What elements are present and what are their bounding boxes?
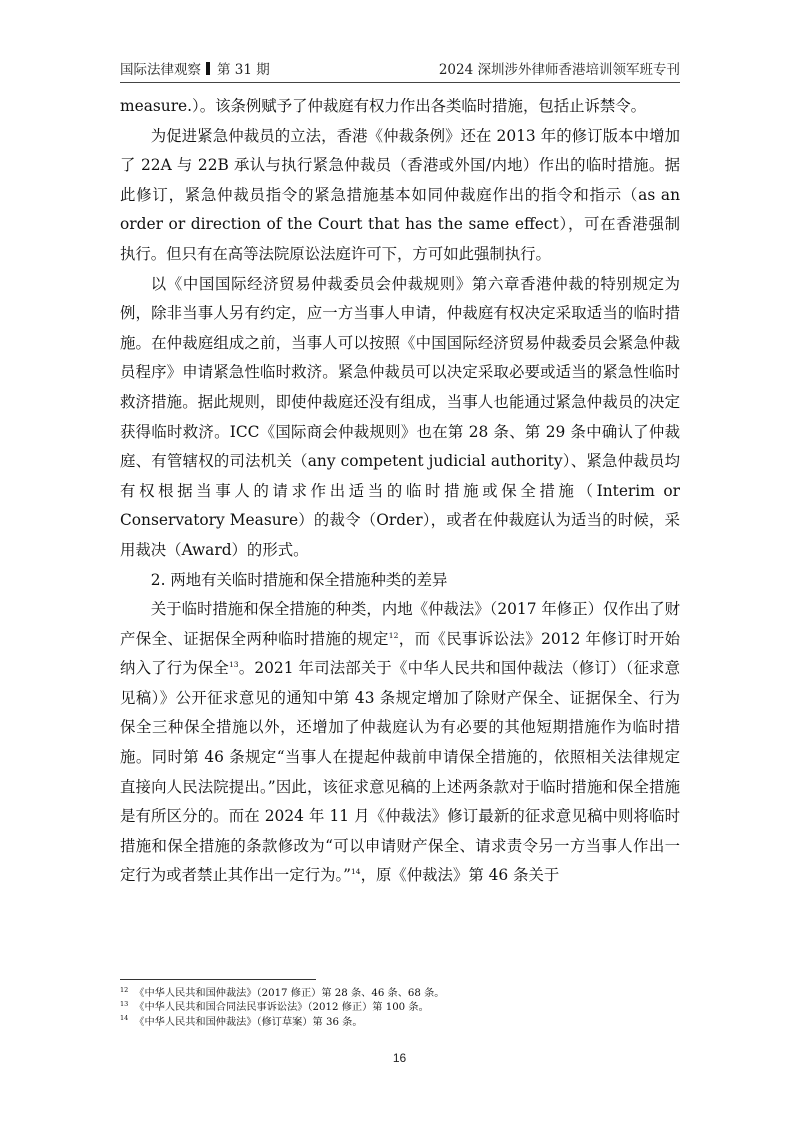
footnote-number: 14: [120, 1014, 129, 1023]
paragraph-measure-types: [120, 595, 680, 891]
running-header: [120, 56, 680, 78]
paragraph-segment: ，而《民事诉讼法》2012 年修订时开始纳入了行为保全: [120, 629, 680, 678]
footnote-text: 《中华人民共和国仲裁法》（修订草案）第 36 条。: [134, 1016, 363, 1028]
journal-title: [120, 58, 270, 78]
footnote-ref-12[interactable]: 12: [388, 630, 399, 640]
special-issue-title: 2024 深圳涉外律师香港培训领军班专刊: [438, 62, 680, 78]
footnote-ref-13[interactable]: 13: [229, 660, 239, 670]
issue-number: 第 31 期: [217, 62, 270, 78]
footnote-text: 《中华人民共和国仲裁法》（2017 修正）第 28 条、46 条、68 条。: [134, 988, 445, 999]
main-text: [120, 92, 680, 891]
header-separator-bar: [206, 62, 210, 75]
paragraph-emergency-arbitrator: 为促进紧急仲裁员的立法，香港《仲裁条例》还在 2013 年的修订版本中增加了 22A 与 22B 承认与执行紧急仲裁员（香港或外国/内地）作出的临时措施。据此修订，紧急仲裁员指令的紧急措施基本如同仲裁庭作出的指令和指示（as an order or direction of the Court that has the same effect），可在香港强制执行。但只有在高等法院原讼法庭许可下，方可如此强制执行。: [120, 126, 680, 263]
footnote-ref-14[interactable]: 14: [351, 867, 361, 877]
footnote-number: 13: [120, 1000, 129, 1009]
footnote-number: 12: [120, 985, 129, 994]
page-number: 16: [392, 1051, 407, 1065]
paragraph-continuation: measure.）。该条例赋予了仲裁庭有权力作出各类临时措施，包括止诉禁令。: [120, 97, 647, 115]
journal-name: 国际法律观察: [120, 62, 201, 78]
footnote-divider: [120, 979, 316, 980]
header-divider: [120, 82, 680, 83]
footnotes: [120, 987, 680, 1030]
paragraph-segment: 。2021 年司法部关于《中华人民共和国仲裁法（修订）（征求意见稿）》公开征求意见的通知中第 43 条规定增加了除财产保全、证据保全、行为保全三种保全措施以外，还增加了仲裁庭认为有必要的其他短期措施作为临时措施。同时第 46 条规定“当事人在提起仲裁前申请保全措施的，依照相关法律规定直接向人民法院提出。”因此，该征求意见稿的上述两条款对于临时措施和保全措施是有所区分的。而在 2024 年 11 月《仲裁法》修订最新的征求意见稿中则将临时措施和保全措施的条款修改为“可以申请财产保全、请求责令另一方当事人作出一定行为或者禁止其作出一定行为。”: [120, 659, 680, 885]
footnote-text: 《中华人民共和国合同法民事诉讼法》（2012 修正）第 100 条。: [134, 1002, 429, 1014]
paragraph-segment: ，原《仲裁法》第 46 条关于: [360, 866, 560, 885]
footnote-13: [120, 1001, 680, 1015]
section-heading: 2. 两地有关临时措施和保全措施种类的差异: [150, 570, 448, 589]
paragraph-cietac-rules: 以《中国国际经济贸易仲裁委员会仲裁规则》第六章香港仲裁的特别规定为例，除非当事人另有约定，应一方当事人申请，仲裁庭有权决定采取适当的临时措施。在仲裁庭组成之前，当事人可以按照《中国国际经济贸易仲裁委员会紧急仲裁员程序》申请紧急性临时救济。紧急仲裁员可以决定采取必要或适当的紧急性临时救济措施。据此规则，即使仲裁庭还没有组成，当事人也能通过紧急仲裁员的决定获得临时救济。ICC《国际商会仲裁规则》也在第 28 条、第 29 条中确认了仲裁庭、有管辖权的司法机关（any competent judicial authority）、紧急仲裁员均有权根据当事人的请求作出适当的临时措施或保全措施（Interim or Conservatory Measure）的裁令（Order），或者在仲裁庭认为适当的时候，采用裁决（Award）的形式。: [120, 274, 680, 559]
paragraph-segment: 关于临时措施和保全措施的种类，内地《仲裁法》（2017 年修正）仅作出了财产保全、证据保全两种临时措施的规定: [120, 600, 680, 648]
footnote-14: [120, 1016, 680, 1030]
footnote-12: [120, 987, 680, 1001]
